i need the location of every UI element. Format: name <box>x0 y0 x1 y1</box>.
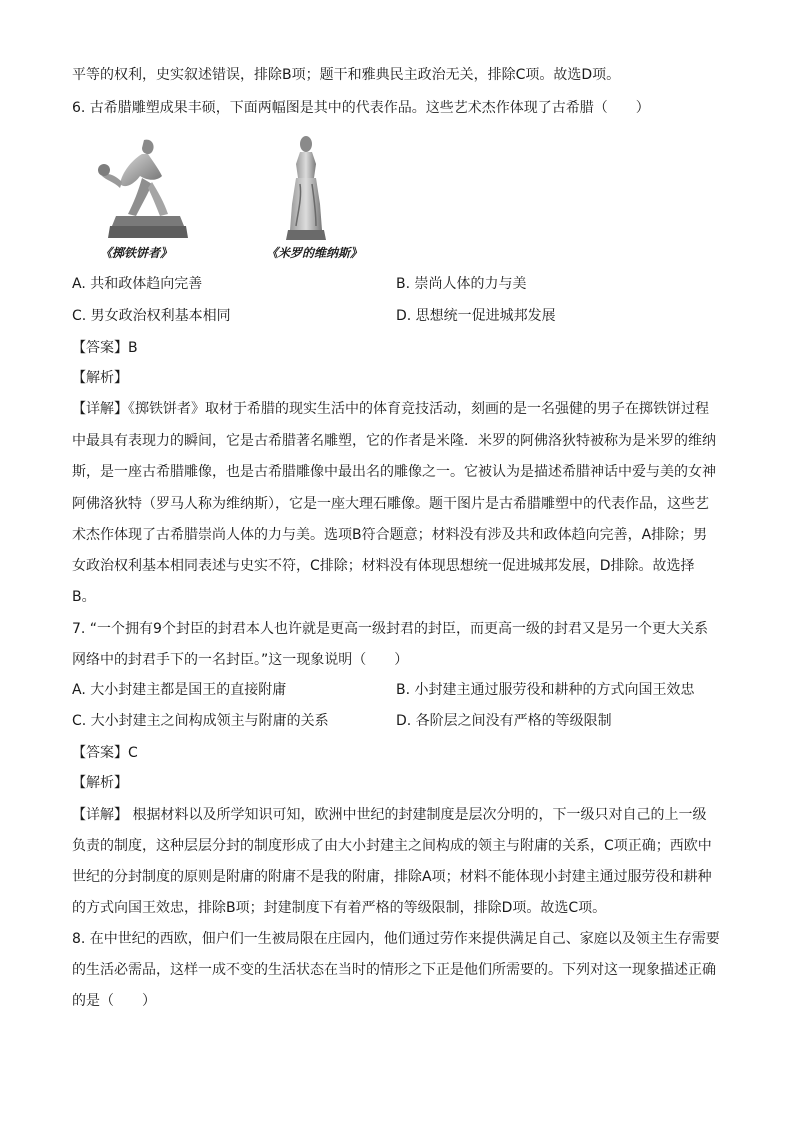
discobolus-statue-image <box>92 132 202 244</box>
q6-option-a: A. 共和政体趋向完善 <box>72 276 203 292</box>
q7-detail-line: 世纪的分封制度的原则是附庸的附庸不是我的附庸，排除A项；材料不能体现小封建主通过服劳役和耕种 <box>72 869 712 885</box>
q7-option-b: B. 小封建主通过服劳役和耕种的方式向国王效忠 <box>396 682 695 698</box>
question-7-stem: 7. “一个拥有9个封臣的封君本人也许就是更高一级封君的封臣，而更高一级的封君又是另一个更大关系 <box>72 621 708 637</box>
q6-detail-line: 术杰作体现了古希腊崇尚人体的力与美。选项B符合题意；材料没有涉及共和政体趋向完善，A排除；男 <box>72 527 708 543</box>
q6-option-d: D. 思想统一促进城邦发展 <box>396 308 556 324</box>
question-8-stem: 8. 在中世纪的西欧，佃户们一生被局限在庄园内，他们通过劳作来提供满足自己、家庭以及领主生存需要 <box>72 931 720 947</box>
q7-option-c: C. 大小封建主之间构成领主与附庸的关系 <box>72 713 329 729</box>
q6-detail-line: 阿佛洛狄特（罗马人称为维纳斯），它是一座大理石雕像。题干图片是古希腊雕塑中的代表作品，这些艺 <box>72 496 709 512</box>
figure-caption-venus: 《米罗的维纳斯》 <box>266 246 363 260</box>
q7-detail-line: 的方式向国王效忠，排除B项；封建制度下有着严格的等级限制，排除D项。故选C项。 <box>72 900 607 916</box>
q5-explanation-tail: 平等的权利，史实叙述错误，排除B项；题干和雅典民主政治无关，排除C项。故选D项。 <box>72 67 621 83</box>
question-8-stem: 的是（ ） <box>72 993 156 1009</box>
venus-de-milo-statue-image <box>272 134 342 244</box>
q7-option-d: D. 各阶层之间没有严格的等级限制 <box>396 713 612 729</box>
q7-answer: 【答案】C <box>72 745 138 761</box>
question-8-stem: 的生活必需品，这样一成不变的生活状态在当时的情形之下正是他们所需要的。下列对这一现象描述正确 <box>72 962 716 978</box>
q7-detail-line: 负责的制度，这种层层分封的制度形成了由大小封建主之间构成的领主与附庸的关系，C项正确；西欧中 <box>72 838 712 854</box>
q6-detail-line: B。 <box>72 589 96 605</box>
q6-option-b: B. 崇尚人体的力与美 <box>396 276 527 292</box>
q6-detail-line: 斯，是一座古希腊雕像，也是古希腊雕像中最出名的雕像之一。它被认为是描述希腊神话中爱与美的女神 <box>72 464 716 480</box>
figure-caption-discobolus: 《掷铁饼者》 <box>100 246 173 260</box>
q6-answer: 【答案】B <box>72 340 138 356</box>
q6-detail-line: 中最具有表现力的瞬间，它是古希腊著名雕塑，它的作者是米隆．米罗的阿佛洛狄特被称为是米罗的维纳 <box>72 433 716 449</box>
q7-detail-line: 【详解】 根据材料以及所学知识可知，欧洲中世纪的封建制度是层次分明的，下一级只对自己的上一级 <box>72 807 707 823</box>
q6-option-c: C. 男女政治权利基本相同 <box>72 308 231 324</box>
question-6-stem: 6. 古希腊雕塑成果丰硕，下面两幅图是其中的代表作品。这些艺术杰作体现了古希腊（ ） <box>72 100 650 116</box>
q6-detail-line: 【详解】《掷铁饼者》取材于希腊的现实生活中的体育竞技活动，刻画的是一名强健的男子在掷铁饼过程 <box>72 401 709 417</box>
q6-analysis-label: 【解析】 <box>72 370 128 386</box>
q6-detail-line: 女政治权利基本相同表述与史实不符，C排除；材料没有体现思想统一促进城邦发展，D排除。故选择 <box>72 558 695 574</box>
q7-option-a: A. 大小封建主都是国王的直接附庸 <box>72 682 287 698</box>
question-7-stem: 网络中的封君手下的一名封臣。”这一现象说明（ ） <box>72 652 409 668</box>
q7-analysis-label: 【解析】 <box>72 775 128 791</box>
